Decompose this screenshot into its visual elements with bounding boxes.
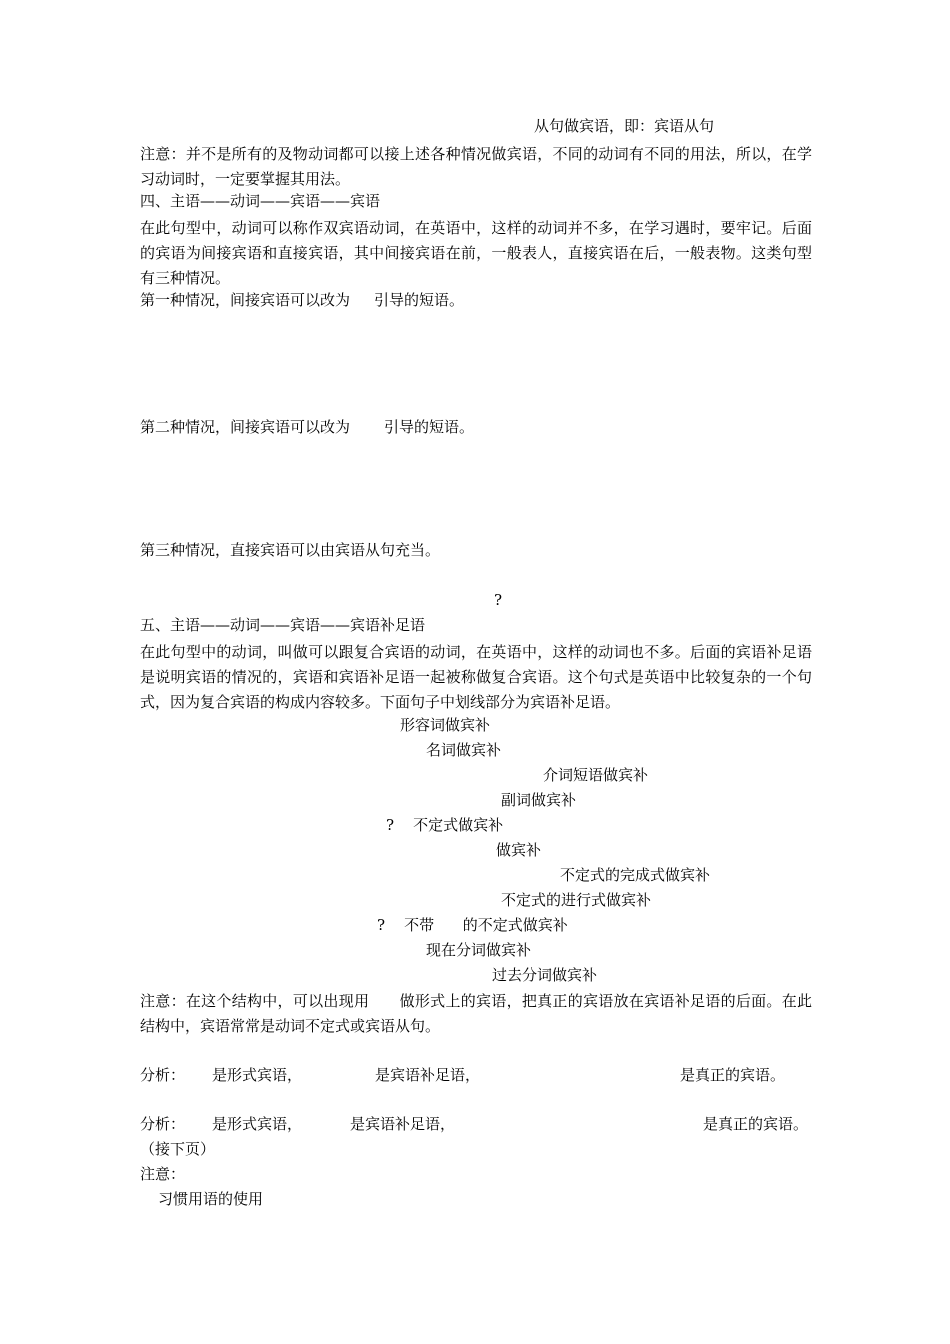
analysis-1-part-3: 是真正的宾语。	[680, 1066, 786, 1084]
section-4-body: 在此句型中，动词可以称作双宾语动词，在英语中，这样的动词并不多，在学习遇时，要牢记。后面的宾语为间接宾语和直接宾语，其中间接宾语在前，一般表人，直接宾语在后，一般表物。这类句型有三种情况。	[140, 219, 812, 287]
case-1-line	[140, 290, 464, 310]
section-5-note: 注意：在这个结构中，可以出现用 做形式上的宾语，把真正的宾语放在宾语补足语的后面。在此结构中，宾语常常是动词不定式或宾语从句。	[140, 992, 812, 1035]
note-paragraph-1: 注意：并不是所有的及物动词都可以接上述各种情况做宾语，不同的动词有不同的用法，所以，在学习动词时，一定要掌握其用法。	[140, 145, 812, 188]
case-3-line: 第三种情况，直接宾语可以由宾语从句充当。	[140, 541, 441, 559]
question-mark: ?	[494, 591, 503, 609]
section-5-heading: 五、主语——动词——宾语——宾语补足语	[140, 616, 426, 634]
idiom-heading: 习惯用语的使用	[158, 1190, 264, 1208]
analysis-line-1	[0, 1065, 950, 1085]
analysis-1-part-2: 是宾语补足语，	[375, 1066, 481, 1084]
example-prep-phrase: 介词短语做宾补	[543, 766, 649, 784]
case-2-text-a: 第二种情况，间接宾语可以改为	[140, 418, 351, 436]
example-adverb: 副词做宾补	[501, 791, 577, 809]
analysis-1-label: 分析：	[140, 1066, 186, 1084]
example-infinitive: ? 不定式做宾补	[386, 816, 504, 834]
analysis-line-2	[0, 1114, 950, 1134]
case-2-text-b: 引导的短语。	[384, 418, 475, 436]
analysis-2-part-1: 是形式宾语，	[212, 1115, 303, 1133]
note-label: 注意：	[140, 1165, 186, 1183]
example-blank: 做宾补	[496, 841, 542, 859]
continued-note: （接下页）	[140, 1140, 216, 1158]
top-line: 从句做宾语，即：宾语从句	[534, 117, 715, 135]
analysis-2-part-3: 是真正的宾语。	[703, 1115, 809, 1133]
analysis-1-part-1: 是形式宾语，	[212, 1066, 303, 1084]
analysis-2-part-2: 是宾语补足语，	[350, 1115, 456, 1133]
case-1-text-a: 第一种情况，间接宾语可以改为	[140, 291, 351, 309]
example-bare-infinitive: ? 不带 的不定式做宾补	[377, 916, 568, 934]
section-4-heading: 四、主语——动词——宾语——宾语	[140, 192, 381, 210]
example-noun: 名词做宾补	[426, 741, 502, 759]
example-progressive-infinitive: 不定式的进行式做宾补	[501, 891, 652, 909]
example-adjective: 形容词做宾补	[400, 716, 491, 734]
example-perfect-infinitive: 不定式的完成式做宾补	[560, 866, 711, 884]
example-past-participle: 过去分词做宾补	[492, 966, 598, 984]
analysis-2-label: 分析：	[140, 1115, 186, 1133]
section-5-body: 在此句型中的动词，叫做可以跟复合宾语的动词，在英语中，这样的动词也不多。后面的宾语补足语是说明宾语的情况的，宾语和宾语补足语一起被称做复合宾语。这个句式是英语中比较复杂的一个句式，因为复合宾语的构成内容较多。下面句子中划线部分为宾语补足语。	[140, 643, 812, 711]
example-present-participle: 现在分词做宾补	[426, 941, 532, 959]
case-1-text-b: 引导的短语。	[374, 291, 465, 309]
case-2-line	[140, 417, 474, 437]
